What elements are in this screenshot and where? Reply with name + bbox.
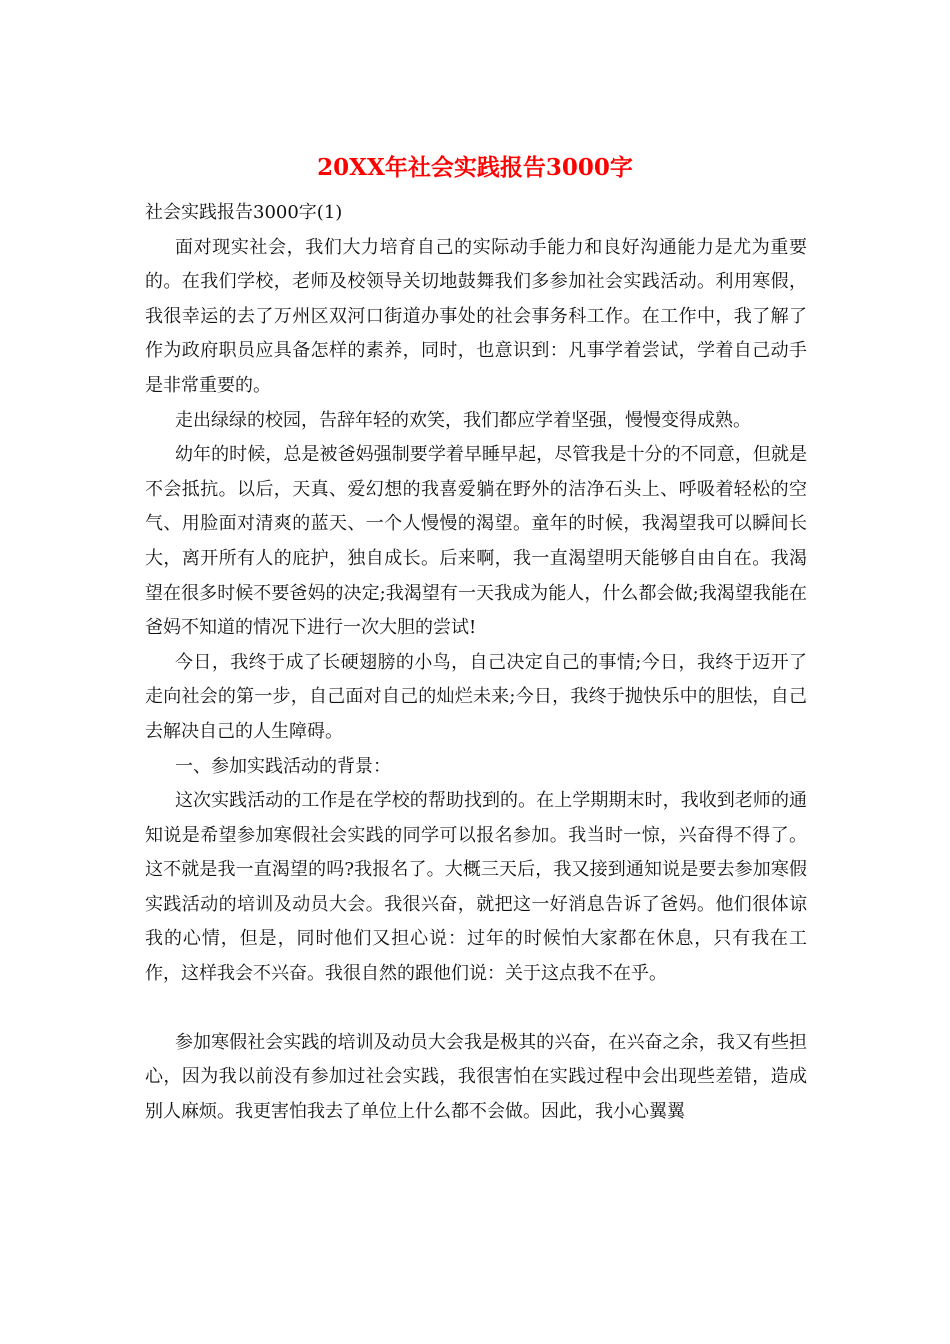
section-heading: 社会实践报告3000字(1): [145, 202, 343, 223]
paragraph: 走出绿绿的校园，告辞年轻的欢笑，我们都应学着坚强，慢慢变得成熟。: [175, 409, 751, 431]
paragraph: 参加寒假社会实践的培训及动员大会我是极其的兴奋，在兴奋之余，我又有些担心，因为我以前没有参加过社会实践，我很害怕在实践过程中会出现些差错，造成别人麻烦。我更害怕我去了单位上什么都不会做。因此，我小心翼翼: [145, 1031, 807, 1122]
paragraph: 这次实践活动的工作是在学校的帮助找到的。在上学期期末时，我收到老师的通知说是希望参加寒假社会实践的同学可以报名参加。我当时一惊，兴奋得不得了。这不就是我一直渴望的吗?我报名了。大概三天后，我又接到通知说是要去参加寒假实践活动的培训及动员大会。我很兴奋，就把这一好消息告诉了爸妈。他们很体谅我的心情，但是，同时他们又担心说：过年的时候怕大家都在休息，只有我在工作，这样我会不兴奋。我很自然的跟他们说：关于这点我不在乎。: [145, 790, 807, 985]
document-body: [145, 196, 807, 1129]
paragraph: 面对现实社会，我们大力培育自己的实际动手能力和良好沟通能力是尤为重要的。在我们学校，老师及校领导关切地鼓舞我们多参加社会实践活动。利用寒假，我很幸运的去了万州区双河口街道办事处的社会事务科工作。在工作中，我了解了作为政府职员应具备怎样的素养，同时，也意识到：凡事学着尝试，学着自己动手是非常重要的。: [145, 236, 807, 396]
section-heading-background: 一、参加实践活动的背景：: [175, 755, 391, 777]
paragraph: 今日，我终于成了长硬翅膀的小鸟，自己决定自己的事情;今日，我终于迈开了走向社会的第一步，自己面对自己的灿烂未来;今日，我终于抛快乐中的胆怯，自己去解决自己的人生障碍。: [145, 651, 807, 742]
paragraph: 幼年的时候，总是被爸妈强制要学着早睡早起，尽管我是十分的不同意，但就是不会抵抗。以后，天真、爱幻想的我喜爱躺在野外的洁净石头上、呼吸着轻松的空气、用脸面对清爽的蓝天、一个人慢慢的渴望。童年的时候，我渴望我可以瞬间长大，离开所有人的庇护，独自成长。后来啊，我一直渴望明天能够自由自在。我渴望在很多时候不要爸妈的决定;我渴望有一天我成为能人，什么都会做;我渴望我能在爸妈不知道的情况下进行一次大胆的尝试!: [145, 444, 808, 639]
document-title: 20XX年社会实践报告3000字: [317, 154, 633, 181]
